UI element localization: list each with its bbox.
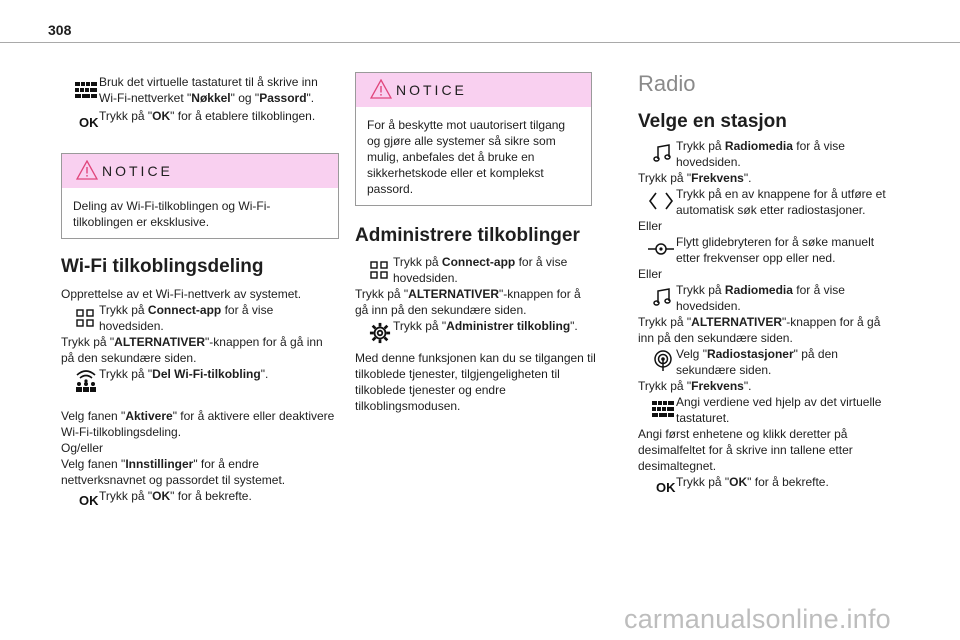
notice-box-2 <box>355 72 592 206</box>
ok-icon: OK <box>656 480 676 495</box>
ok-confirm-step <box>638 474 898 498</box>
keyboard-text: Angi verdiene ved hjelp av det virtuelle tastaturet. <box>676 395 882 425</box>
column-3 <box>638 70 898 498</box>
notice-box-1 <box>61 153 339 239</box>
keyboard-icon <box>652 399 674 421</box>
radio-antenna-icon <box>652 350 674 372</box>
music-note-icon <box>652 286 674 308</box>
stations-step <box>638 346 898 378</box>
ok-icon: OK <box>79 115 99 130</box>
frequency-text: Trykk på "Frekvens". <box>638 379 752 393</box>
radiomedia-step <box>638 138 898 170</box>
frequency-text: Trykk på "Frekvens". <box>638 171 752 185</box>
ok-confirm-step <box>61 488 339 512</box>
manage-connection-text: Trykk på "Administrer tilkobling". <box>393 319 578 333</box>
share-wifi-text: Trykk på "Del Wi-Fi-tilkobling". <box>99 367 269 381</box>
manage-connection-step <box>355 318 595 348</box>
section-title-radio: Radio <box>638 71 696 96</box>
page-number: 308 <box>48 22 72 38</box>
notice-text: For å beskytte mot uautorisert tilgang og gjøre alle systemer så sikre som mulig, anbefales det å bruke en sikkerhetskode eller et komplekst passord. <box>367 118 566 196</box>
tuning-slider-icon <box>648 238 674 260</box>
or-text: Eller <box>638 219 663 233</box>
share-wifi-step <box>61 366 339 402</box>
slider-step <box>638 234 898 266</box>
connect-app-text: Trykk på Connect-app for å vise hovedsiden. <box>393 255 568 285</box>
radiomedia-text: Trykk på Radiomedia for å vise hovedsiden. <box>676 283 845 313</box>
options-text: Trykk på "ALTERNATIVER"-knappen for å gå inn på den sekundære siden. <box>61 335 323 365</box>
chevron-left-right-icon <box>648 190 674 212</box>
section-heading-select-station: Velge en stasjon <box>638 111 787 132</box>
radiomedia-step-2 <box>638 282 898 314</box>
column-1 <box>61 74 339 512</box>
auto-search-step <box>638 186 898 218</box>
gear-icon <box>369 322 391 344</box>
options-text: Trykk på "ALTERNATIVER"-knappen for å gå inn på den sekundære siden. <box>638 315 881 345</box>
ok-text: Trykk på "OK" for å etablere tilkoblingen. <box>99 109 316 123</box>
header-divider <box>0 42 960 43</box>
activate-text: Velg fanen "Aktivere" for å aktivere eller deaktivere Wi-Fi-tilkoblingsdeling. <box>61 409 335 439</box>
ok-icon: OK <box>79 493 99 508</box>
auto-search-text: Trykk på en av knappene for å utføre et automatisk søk etter radiostasjoner. <box>676 187 886 217</box>
settings-text: Velg fanen "Innstillinger" for å endre nettverksnavnet og passordet til systemet. <box>61 457 286 487</box>
stations-text: Velg "Radiostasjoner" på den sekundære siden. <box>676 347 838 377</box>
warning-icon <box>370 79 392 99</box>
paragraph: Angi først enhetene og klikk deretter på desimalfeltet for å skrive inn tallene etter desimaltegnet. <box>638 427 853 473</box>
radiomedia-text: Trykk på Radiomedia for å vise hovedsiden. <box>676 139 845 169</box>
notice-title: NOTICE <box>102 163 173 179</box>
music-note-icon <box>652 142 674 164</box>
slider-text: Flytt glidebryteren for å søke manuelt etter frekvenser opp eller ned. <box>676 235 875 265</box>
paragraph: Med denne funksjonen kan du se tilgangen til tilkoblede tjenester, tilgjengeligheten til tilkoblede tjenester og endre tilkoblingsmodusen. <box>355 351 596 413</box>
options-text: Trykk på "ALTERNATIVER"-knappen for å gå inn på den sekundære siden. <box>355 287 581 317</box>
paragraph: Opprettelse av et Wi-Fi-nettverk av systemet. <box>61 287 302 301</box>
wifi-share-icon <box>74 368 98 394</box>
section-heading-manage: Administrere tilkoblinger <box>355 225 580 246</box>
or-text: Og/eller <box>61 441 104 455</box>
or-text: Eller <box>638 267 663 281</box>
ok-confirm-text: Trykk på "OK" for å bekrefte. <box>676 475 829 489</box>
keyboard-step <box>61 74 339 108</box>
keyboard-icon <box>75 80 97 102</box>
keyboard-step <box>638 394 898 426</box>
connect-app-text: Trykk på Connect-app for å vise hovedsiden. <box>99 303 274 333</box>
section-heading-wifi-sharing: Wi-Fi tilkoblingsdeling <box>61 256 264 277</box>
apps-grid-icon <box>369 260 391 282</box>
column-2 <box>355 72 595 414</box>
notice-title: NOTICE <box>396 82 467 98</box>
notice-text: Deling av Wi-Fi-tilkoblingen og Wi-Fi-tilkoblingen er eksklusive. <box>73 199 271 229</box>
apps-grid-icon <box>75 308 97 330</box>
connect-app-step <box>61 302 339 334</box>
keyboard-text: Bruk det virtuelle tastaturet til å skrive inn Wi-Fi-nettverket "Nøkkel" og "Passord". <box>99 75 318 105</box>
notice-header <box>356 73 591 107</box>
watermark: carmanualsonline.info <box>624 604 891 634</box>
connect-app-step <box>355 254 595 286</box>
warning-icon <box>76 160 98 180</box>
ok-confirm-text: Trykk på "OK" for å bekrefte. <box>99 489 252 503</box>
ok-step <box>61 108 339 142</box>
notice-header <box>62 154 338 188</box>
